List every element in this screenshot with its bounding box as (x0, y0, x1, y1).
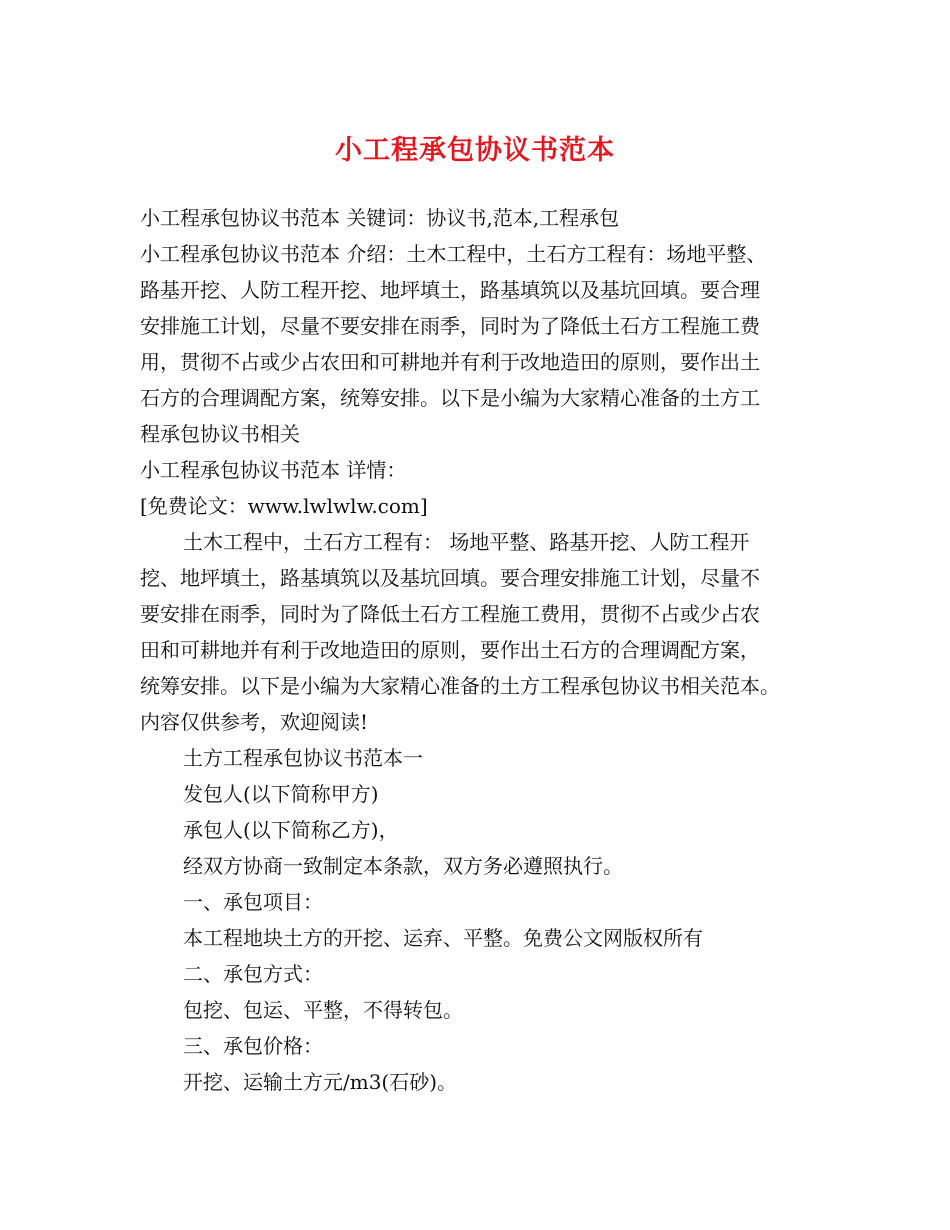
agreement-line: 发包人(以下简称甲方) (183, 782, 379, 806)
agreement-line: 开挖、运输土方元/m3(石砂)。 (183, 1070, 458, 1094)
details-heading: 小工程承包协议书范本 详情： (140, 458, 407, 482)
agreement-line: 包挖、包运、平整，不得转包。 (183, 998, 463, 1022)
paragraph-line: 内容仅供参考，欢迎阅读! (140, 710, 369, 734)
section-heading: 二、承包方式： (183, 962, 323, 986)
paragraph-line: 统筹安排。以下是小编为大家精心准备的土方工程承包协议书相关范本。 (140, 674, 780, 698)
intro-line: 程承包协议书相关 (140, 422, 300, 446)
intro-line: 石方的合理调配方案，统筹安排。以下是小编为大家精心准备的土方工 (140, 386, 760, 410)
intro-line: 安排施工计划，尽量不要安排在雨季，同时为了降低土石方工程施工费 (140, 314, 760, 338)
document-body (140, 200, 840, 1100)
agreement-line: 本工程地块土方的开挖、运弃、平整。免费公文网版权所有 (183, 926, 703, 950)
intro-line: 用，贯彻不占或少占农田和可耕地并有利于改地造田的原则，要作出土 (140, 350, 760, 374)
paragraph-line: 田和可耕地并有利于改地造田的原则，要作出土石方的合理调配方案， (140, 638, 760, 662)
intro-line-keywords: 小工程承包协议书范本 关键词：协议书,范本,工程承包 (140, 206, 620, 230)
paragraph-line: 土木工程中，土石方工程有： 场地平整、路基开挖、人防工程开 (183, 530, 750, 554)
intro-line: 小工程承包协议书范本 介绍：土木工程中，土石方工程有：场地平整、 (140, 242, 767, 266)
section-heading: 三、承包价格： (183, 1034, 323, 1058)
agreement-line: 承包人(以下简称乙方)， (183, 818, 399, 842)
intro-line: 路基开挖、人防工程开挖、地坪填土，路基填筑以及基坑回填。要合理 (140, 278, 760, 302)
agreement-line: 经双方协商一致制定本条款，双方务必遵照执行。 (183, 854, 623, 878)
agreement-heading: 土方工程承包协议书范本一 (183, 746, 423, 770)
paragraph-line: 要安排在雨季，同时为了降低土石方工程施工费用，贯彻不占或少占农 (140, 602, 760, 626)
source-link-text: [免费论文：www.lwlwlw.com] (140, 494, 428, 518)
document-title: 小工程承包协议书范本 (335, 135, 615, 166)
section-heading: 一、承包项目： (183, 890, 323, 914)
paragraph-line: 挖、地坪填土，路基填筑以及基坑回填。要合理安排施工计划，尽量不 (140, 566, 760, 590)
